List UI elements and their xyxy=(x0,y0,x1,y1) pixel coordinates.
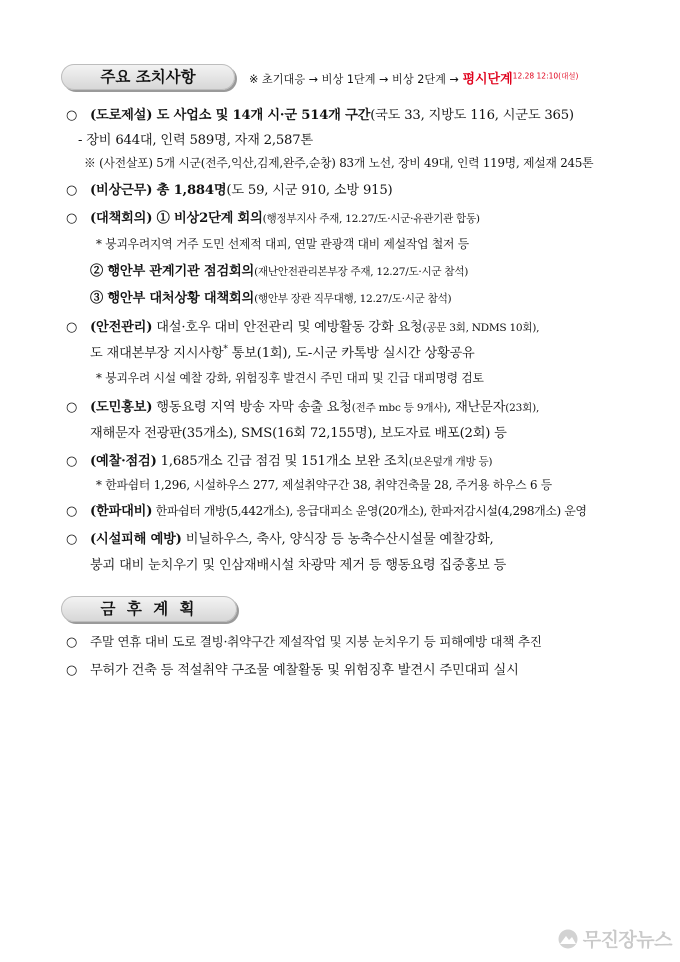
item-main: 비닐하우스, 축사, 양식장 등 농축수산시설물 예찰강화, xyxy=(181,532,494,547)
item-safety-line2 xyxy=(90,342,475,361)
item-main: ① 비상2단계 회의 xyxy=(152,211,263,226)
item-facility-line2 xyxy=(90,554,506,573)
section-title-pill: 주요 조치사항 xyxy=(61,64,235,90)
plan-text: 주말 연휴 대비 도로 결빙·취약구간 제설작업 및 지붕 눈치우기 등 피해예방 대책 추진 xyxy=(90,634,542,649)
item-text: 도 재대본부장 지시사항 xyxy=(90,346,224,361)
item-detail: (23회), xyxy=(505,402,540,414)
item-label: (시설피해 예방) xyxy=(90,532,182,547)
item-note-text: * 한파쉼터 1,296, 시설하우스 277, 제설취약구간 38, 취약건축물 28, 주거용 하우스 6 등 xyxy=(96,478,553,492)
bullet-circle: ○ xyxy=(66,663,78,678)
item-text: 재해문자 전광판(35개소), SMS(16회 72,155명), 보도자료 배포(2회) 등 xyxy=(90,426,507,441)
item-main: ③ 행안부 대처상황 대책회의 xyxy=(90,291,255,306)
item-main: 총 1,884명 xyxy=(152,183,227,198)
item-main: 대설·호우 대비 안전관리 및 예방활동 강화 요청 xyxy=(152,320,423,335)
item-inspection-note xyxy=(96,476,552,493)
mountain-icon xyxy=(557,929,579,949)
item-main: , 재난문자 xyxy=(447,400,506,415)
section-header-main-actions xyxy=(61,64,578,90)
item-inspection xyxy=(66,450,492,469)
item-text: 붕괴 대비 눈치우기 및 인삼재배시설 차광막 제거 등 행동요령 집중홍보 등 xyxy=(90,558,507,573)
item-public-promotion xyxy=(66,396,539,415)
bullet-circle: ○ xyxy=(66,400,78,415)
item-emergency-duty xyxy=(66,179,392,198)
item-meeting-note xyxy=(96,235,469,252)
plan-item-1 xyxy=(66,631,542,650)
watermark-text: 무진장뉴스 xyxy=(582,929,672,951)
stage-flow-prefix: ※ 초기대응 → 비상 1단계 → 비상 2단계 → xyxy=(249,72,459,86)
item-detail: (도 59, 시군 910, 소방 915) xyxy=(226,183,393,198)
item-meeting-mois-check xyxy=(90,260,468,279)
item-detail: (보온덮개 개방 등) xyxy=(408,456,493,468)
item-countermeasure-meeting xyxy=(66,207,480,226)
bullet-circle: ○ xyxy=(66,635,78,650)
item-main: 1,685개소 긴급 점검 및 151개소 보완 조치 xyxy=(156,454,409,469)
item-road-snow-removal xyxy=(66,104,574,123)
stage-flow xyxy=(249,68,578,87)
bullet-circle: ○ xyxy=(66,532,78,547)
item-cold-wave xyxy=(66,500,587,519)
item-promotion-line2 xyxy=(90,422,507,441)
item-text: 통보(1회), 도-시군 카톡방 실시간 상황공유 xyxy=(227,346,475,361)
item-main: ② 행안부 관계기관 점검회의 xyxy=(90,264,255,279)
bullet-circle: ○ xyxy=(66,454,78,469)
stage-timestamp: 12.28 12:10(대설) xyxy=(512,70,579,80)
item-label: (안전관리) xyxy=(90,320,153,335)
plan-text: 무허가 건축 등 적설취약 구조물 예찰활동 및 위험징후 발견시 주민대피 실시 xyxy=(90,663,519,678)
item-detail: (행정부지사 주재, 12.27/도·시군·유관기관 합동) xyxy=(262,213,480,225)
item-note-text: * 붕괴우려지역 거주 도민 선제적 대피, 연말 관광객 대비 제설작업 철저 등 xyxy=(96,237,469,251)
item-note-text: * 붕괴우려 시설 예찰 강화, 위험징후 발견시 주민 대피 및 긴급 대피명령 검토 xyxy=(96,371,484,385)
item-detail: (전주 mbc 등 9개사) xyxy=(351,402,448,414)
item-main: 한파쉼터 개방(5,442개소), 응급대피소 운영(20개소), 한파저감시설(4,298개소) 운영 xyxy=(152,504,587,518)
item-label: (대책회의) xyxy=(90,211,153,226)
bullet-circle: ○ xyxy=(66,320,78,335)
item-main: 행동요령 지역 방송 자막 송출 요청 xyxy=(152,400,352,415)
watermark-logo xyxy=(557,925,672,952)
item-safety-management xyxy=(66,316,539,335)
item-detail: (국도 33, 지방도 116, 시군도 365) xyxy=(370,108,574,123)
item-label: (도민홍보) xyxy=(90,400,153,415)
item-label: (예찰·점검) xyxy=(90,454,157,469)
current-stage: 평시단계 xyxy=(462,71,513,87)
section-header-future-plan xyxy=(61,596,237,622)
item-label: (한파대비) xyxy=(90,504,153,519)
item-sub-text: - 장비 644대, 인력 589명, 자재 2,587톤 xyxy=(78,133,313,148)
bullet-circle: ○ xyxy=(66,211,78,226)
plan-item-2 xyxy=(66,659,519,678)
bullet-circle: ○ xyxy=(66,108,78,123)
item-safety-note xyxy=(96,369,484,386)
item-note-text: ※ (사전살포) 5개 시군(전주,익산,김제,완주,순창) 83개 노선, 장비 49대, 인력 119명, 제설재 245톤 xyxy=(84,156,594,170)
item-meeting-mois-response xyxy=(90,287,451,306)
item-detail: (행안부 장관 직무대행, 12.27/도·시군 참석) xyxy=(254,293,452,305)
item-detail: (재난안전관리본부장 주재, 12.27/도·시군 참석) xyxy=(254,266,469,278)
item-main: 도 사업소 및 14개 시·군 514개 구간 xyxy=(152,108,371,123)
item-label: (비상근무) xyxy=(90,183,153,198)
bullet-circle: ○ xyxy=(66,504,78,519)
item-road-sub-pre-spray xyxy=(84,154,593,171)
item-facility-damage-prevention xyxy=(66,528,494,547)
section-title-pill: 금 후 계 획 xyxy=(61,596,237,622)
item-detail: (공문 3회, NDMS 10회), xyxy=(422,322,540,334)
item-road-sub-equipment xyxy=(78,129,313,148)
item-label: (도로제설) xyxy=(90,108,153,123)
asterisk-mark: * xyxy=(223,344,228,355)
bullet-circle: ○ xyxy=(66,183,78,198)
